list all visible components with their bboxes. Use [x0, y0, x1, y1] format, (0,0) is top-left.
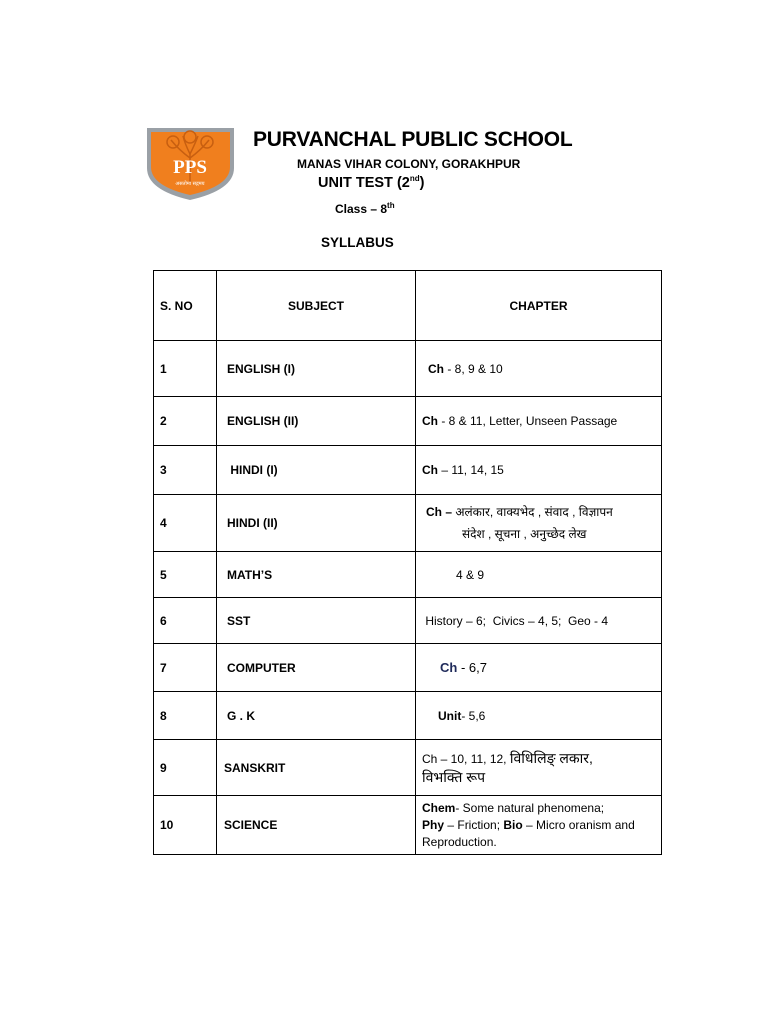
table-row — [154, 598, 662, 644]
row-sno: 2 — [154, 397, 217, 446]
row-chapter: Ch - 8, 9 & 10 — [416, 341, 662, 397]
header-subject: SUBJECT — [217, 271, 416, 341]
table-row — [154, 397, 662, 446]
table-row — [154, 692, 662, 740]
school-logo — [143, 124, 238, 202]
row-sno: 5 — [154, 552, 217, 598]
row-subject: SANSKRIT — [217, 740, 416, 796]
row-subject: SST — [217, 598, 416, 644]
header-sno: S. NO — [154, 271, 217, 341]
logo-text: PPS — [173, 157, 207, 178]
table-row — [154, 341, 662, 397]
syllabus-table — [153, 270, 662, 855]
row-chapter: Unit- 5,6 — [416, 692, 662, 740]
row-subject: COMPUTER — [217, 644, 416, 692]
table-row — [154, 644, 662, 692]
row-sno: 6 — [154, 598, 217, 644]
row-sno: 4 — [154, 495, 217, 552]
logo-motto: असतोमा सद्गमय — [175, 181, 205, 187]
row-chapter: 4 & 9 — [416, 552, 662, 598]
row-sno: 8 — [154, 692, 217, 740]
row-sno: 3 — [154, 446, 217, 495]
row-subject: MATH’S — [217, 552, 416, 598]
school-name: PURVANCHAL PUBLIC SCHOOL — [253, 128, 573, 151]
header-chapter: CHAPTER — [416, 271, 662, 341]
table-row — [154, 796, 662, 855]
row-subject: HINDI (I) — [217, 446, 416, 495]
row-chapter: Chem- Some natural phenomena; Phy – Friction; Bio – Micro oranism and Reproduction. — [416, 796, 662, 855]
row-sno: 10 — [154, 796, 217, 855]
table-row — [154, 446, 662, 495]
row-subject: G . K — [217, 692, 416, 740]
test-title: UNIT TEST (2nd) — [318, 174, 425, 191]
row-sno: 1 — [154, 341, 217, 397]
table-header-row — [154, 271, 662, 341]
row-chapter: Ch - 8 & 11, Letter, Unseen Passage — [416, 397, 662, 446]
row-chapter: History – 6; Civics – 4, 5; Geo - 4 — [416, 598, 662, 644]
row-sno: 9 — [154, 740, 217, 796]
table-row — [154, 495, 662, 552]
row-subject: SCIENCE — [217, 796, 416, 855]
class-line: Class – 8th — [335, 201, 395, 216]
syllabus-title: SYLLABUS — [321, 235, 394, 250]
school-address: MANAS VIHAR COLONY, GORAKHPUR — [297, 157, 521, 171]
table-row — [154, 740, 662, 796]
row-chapter: Ch – 10, 11, 12, विधिलिङ् लकार, विभक्ति रूप — [416, 740, 662, 796]
row-subject: ENGLISH (II) — [217, 397, 416, 446]
row-sno: 7 — [154, 644, 217, 692]
row-chapter: Ch - 6,7 — [416, 644, 662, 692]
table-row — [154, 552, 662, 598]
row-chapter: Ch – अलंकार, वाक्यभेद , संवाद , विज्ञापन संदेश , सूचना , अनुच्छेद लेख — [416, 495, 662, 552]
row-subject: HINDI (II) — [217, 495, 416, 552]
row-subject: ENGLISH (I) — [217, 341, 416, 397]
row-chapter: Ch – 11, 14, 15 — [416, 446, 662, 495]
